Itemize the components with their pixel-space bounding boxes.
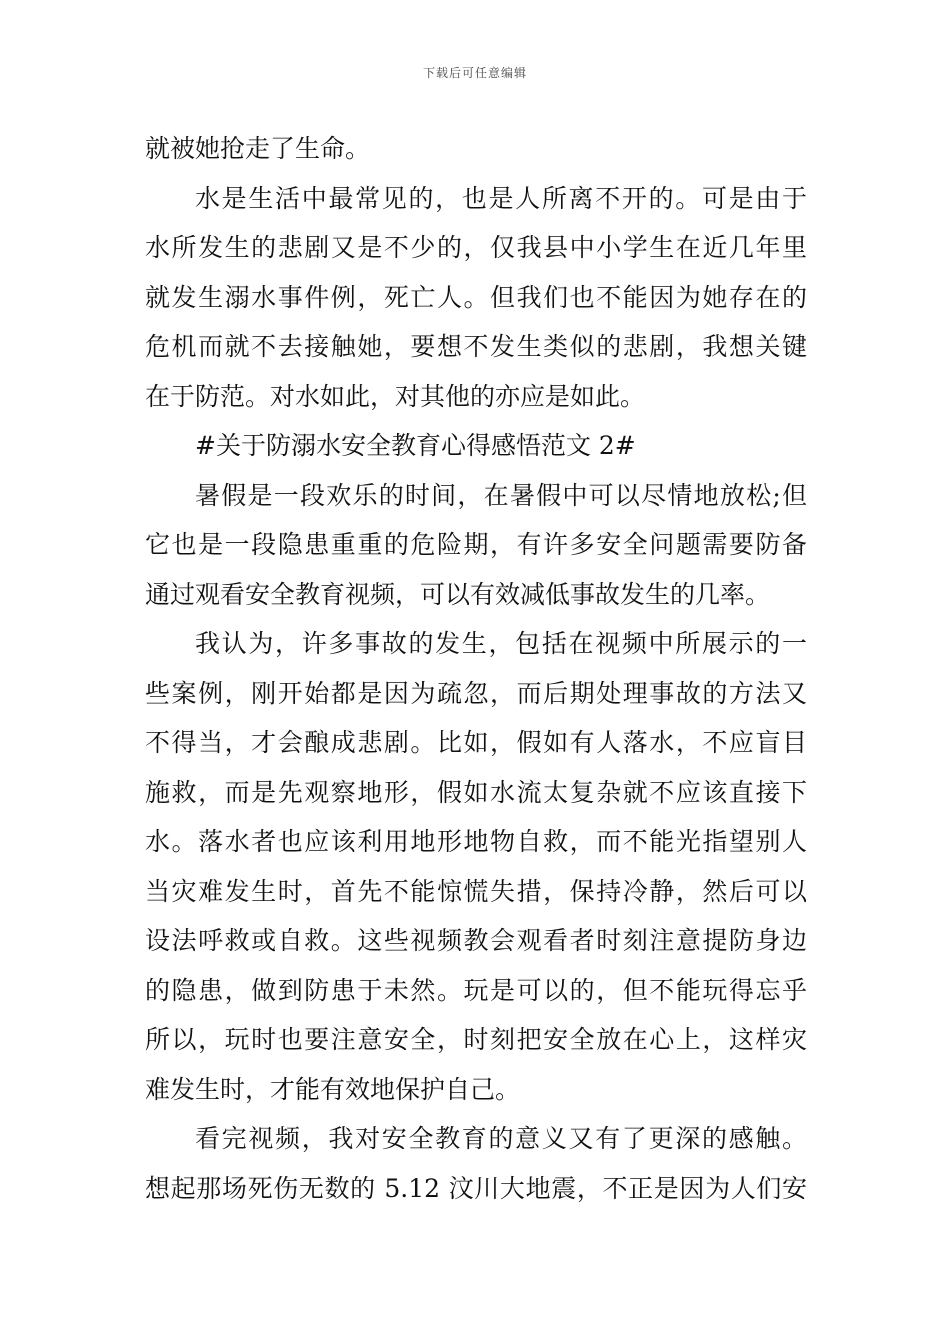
text-line: 就被她抢走了生命。 xyxy=(145,134,371,163)
text-line: 想起那场死伤无数的 5.12 汶川大地震，不正是因为人们安 xyxy=(145,1173,807,1203)
page-header-note: 下载后可任意编辑 xyxy=(422,66,527,80)
text-line: 当灾难发生时，首先不能惊慌失措，保持冷静，然后可以 xyxy=(145,876,807,906)
text-line: 不得当，才会酿成悲剧。比如，假如有人落水，不应盲目 xyxy=(145,728,807,757)
text-line: 所以，玩时也要注意安全，时刻把安全放在心上，这样灾 xyxy=(145,1025,807,1054)
text-line: 些案例，刚开始都是因为疏忽，而后期处理事故的方法又 xyxy=(145,678,807,708)
text-line: 它也是一段隐患重重的危险期，有许多安全问题需要防备 xyxy=(145,530,807,559)
text-line: 设法呼救或自救。这些视频教会观看者时刻注意提防身边 xyxy=(145,926,807,955)
text-line: 的隐患，做到防患于未然。玩是可以的，但不能玩得忘乎 xyxy=(145,975,807,1005)
text-line: 我认为，许多事故的发生，包括在视频中所展示的一 xyxy=(195,629,807,658)
text-line: 水所发生的悲剧又是不少的，仅我县中小学生在近几年里 xyxy=(145,233,807,262)
text-line: 危机而就不去接触她，要想不发生类似的悲剧，我想关键 xyxy=(145,332,807,361)
text-line: 在于防范。对水如此，对其他的亦应是如此。 xyxy=(145,381,646,411)
text-line: 通过观看安全教育视频，可以有效减低事故发生的几率。 xyxy=(145,579,771,609)
text-line: 水是生活中最常见的，也是人所离不开的。可是由于 xyxy=(195,183,807,213)
section-heading: #关于防溺水安全教育心得感悟范文 2# xyxy=(195,431,636,460)
text-line: 看完视频，我对安全教育的意义又有了更深的感触。 xyxy=(195,1124,807,1153)
text-line: 水。落水者也应该利用地形地物自救，而不能光指望别人 xyxy=(145,827,807,856)
text-line: 难发生时，才能有效地保护自己。 xyxy=(145,1074,521,1104)
text-line: 暑假是一段欢乐的时间，在暑假中可以尽情地放松;但 xyxy=(195,480,807,510)
document-body xyxy=(145,124,807,1213)
text-line: 施救，而是先观察地形，假如水流太复杂就不应该直接下 xyxy=(145,777,807,807)
text-line: 就发生溺水事件例，死亡人。但我们也不能因为她存在的 xyxy=(145,282,807,312)
